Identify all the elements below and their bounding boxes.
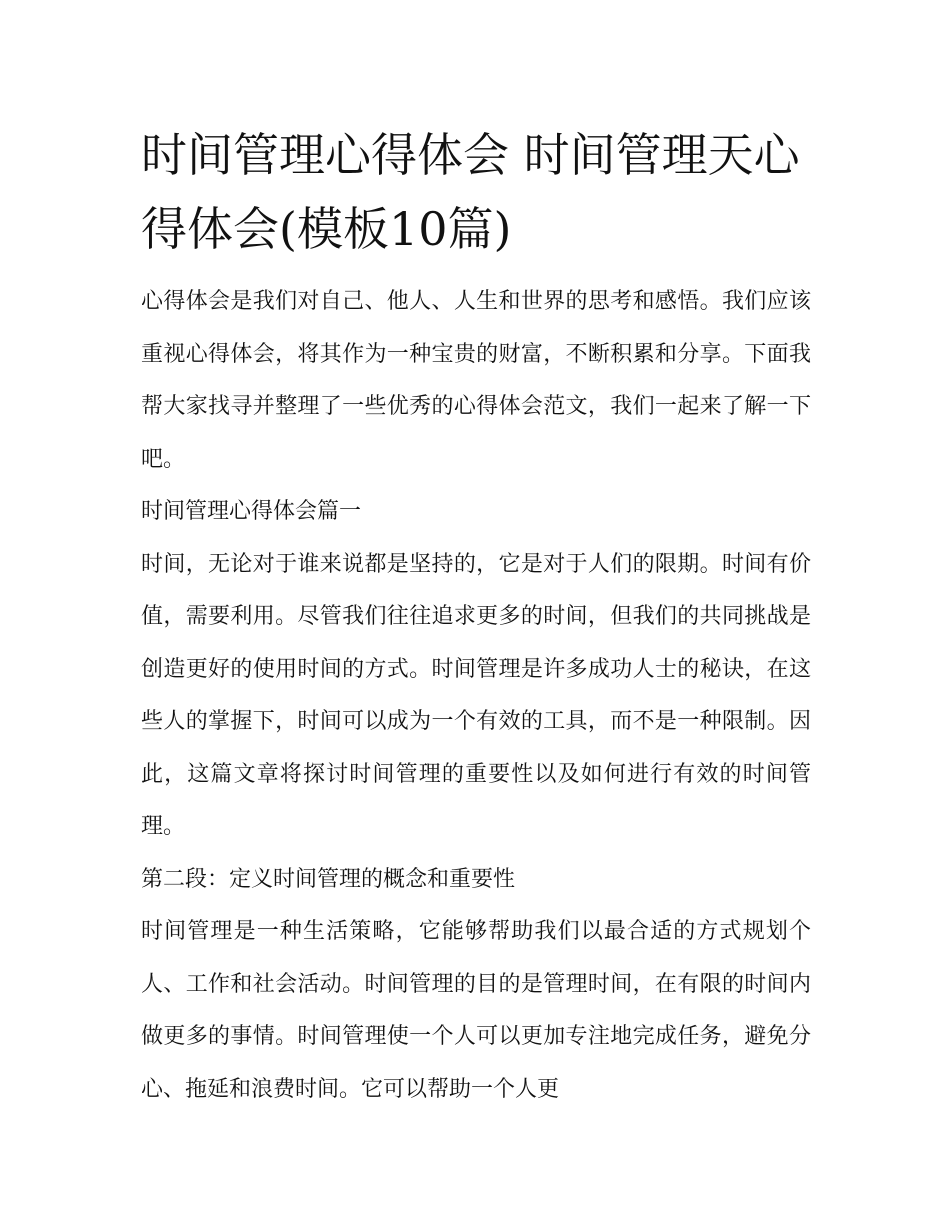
body-paragraph-1: 时间，无论对于谁来说都是坚持的，它是对于人们的限期。时间有价值，需要利用。尽管我们往往追求更多的时间，但我们的共同挑战是创造更好的使用时间的方式。时间管理是许多成功人士的秘诀，在这些人的掌握下，时间可以成为一个有效的工具，而不是一种限制。因此，这篇文章将探讨时间管理的重要性以及如何进行有效的时间管理。 xyxy=(141,551,811,839)
body-paragraph-2: 时间管理是一种生活策略，它能够帮助我们以最合适的方式规划个人、工作和社会活动。时间管理的目的是管理时间，在有限的时间内做更多的事情。时间管理使一个人可以更加专注地完成任务，避免分心、拖延和浪费时间。它可以帮助一个人更 xyxy=(141,919,811,1102)
intro-paragraph: 心得体会是我们对自己、他人、人生和世界的思考和感悟。我们应该重视心得体会，将其作为一种宝贵的财富，不断积累和分享。下面我帮大家找寻并整理了一些优秀的心得体会范文，我们一起来了解一下吧。 xyxy=(141,289,811,472)
subheading-2: 第二段：定义时间管理的概念和重要性 xyxy=(141,866,516,892)
document-body xyxy=(141,118,811,1116)
section-heading: 时间管理心得体会篇一 xyxy=(141,499,362,524)
document-title: 时间管理心得体会 时间管理天心得体会(模板10篇) xyxy=(141,128,800,256)
